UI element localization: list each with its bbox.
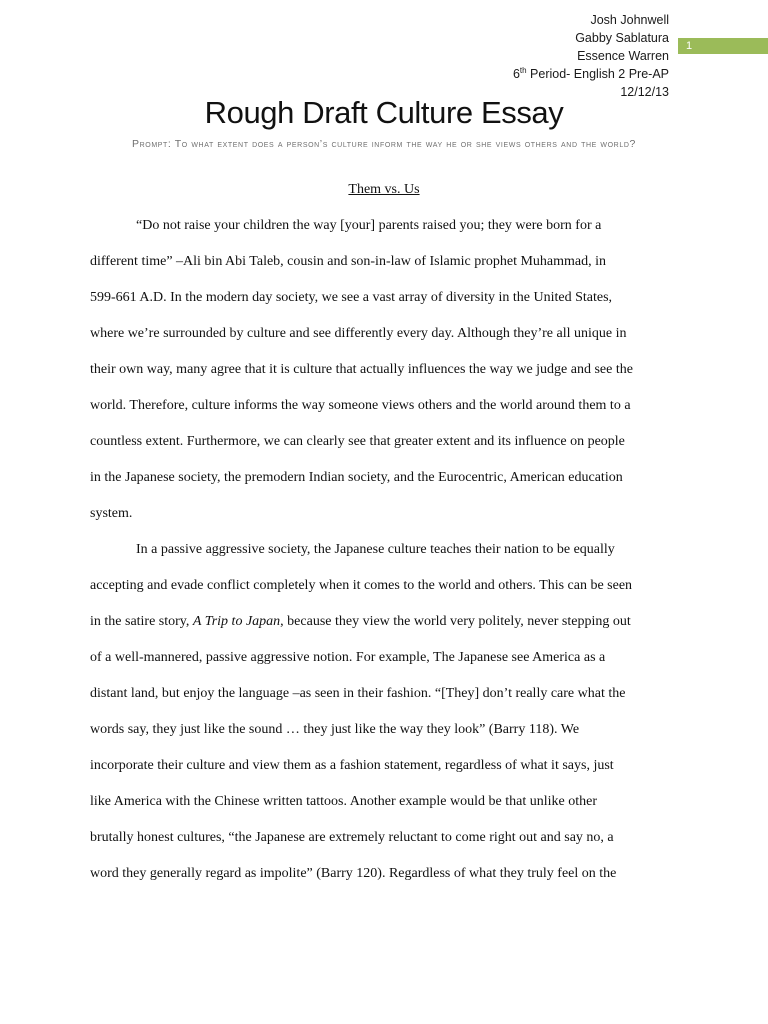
- text-line: [90, 611, 680, 647]
- essay-title: Rough Draft Culture Essay: [204, 95, 564, 130]
- header-date: 12/12/13: [620, 85, 669, 99]
- text-line: where we’re surrounded by culture and see differently every day. Although they’re all unique in: [90, 326, 627, 341]
- text-line: of a well-mannered, passive aggressive notion. For example, The Japanese see America as a: [90, 650, 606, 665]
- author-name: Gabby Sablatura: [575, 31, 669, 45]
- text-line: brutally honest cultures, “the Japanese are extremely reluctant to come right out and say no, a: [90, 830, 614, 845]
- paragraph: [90, 539, 680, 899]
- author-header: [513, 11, 669, 101]
- period-label: Period- English 2 Pre-AP: [526, 67, 669, 81]
- text-line: words say, they just like the sound … they just like the way they look” (Barry 118). We: [90, 722, 580, 737]
- page-number-badge: 1: [678, 38, 768, 54]
- text-line: word they generally regard as impolite” (Barry 120). Regardless of what they truly feel on the: [90, 866, 617, 881]
- text-line: 599-661 A.D. In the modern day society, we see a vast array of diversity in the United States,: [90, 290, 613, 305]
- author-name: Josh Johnwell: [590, 13, 669, 27]
- text-line: incorporate their culture and view them as a fashion statement, regardless of what it says, just: [90, 758, 614, 773]
- paragraph: [90, 215, 680, 539]
- text-line: accepting and evade conflict completely when it comes to the world and others. This can be seen: [90, 578, 633, 593]
- text-line: like America with the Chinese written tattoos. Another example would be that unlike other: [90, 794, 597, 809]
- period-suffix: th: [519, 65, 527, 75]
- text-line: In a passive aggressive society, the Japanese culture teaches their nation to be equally: [136, 542, 615, 557]
- essay-body: [90, 215, 680, 899]
- text-line: world. Therefore, culture informs the way someone views others and the world around them to a: [90, 398, 631, 413]
- text-line: different time” –Ali bin Abi Taleb, cousin and son-in-law of Islamic prophet Muhammad, in: [90, 254, 607, 269]
- text-line: “Do not raise your children the way [your] parents raised you; they were born for a: [136, 218, 602, 233]
- text-segment: , because they view the world very politely, never stepping out: [280, 614, 631, 629]
- essay-subtitle: Them vs. Us: [348, 182, 420, 197]
- text-line: system.: [90, 506, 133, 521]
- text-line: countless extent. Furthermore, we can clearly see that greater extent and its influence on people: [90, 434, 625, 449]
- text-line: in the Japanese society, the premodern Indian society, and the Eurocentric, American education: [90, 470, 623, 485]
- author-name: Essence Warren: [577, 49, 669, 63]
- story-title: A Trip to Japan: [192, 614, 281, 629]
- class-period: [513, 65, 669, 83]
- text-line: distant land, but enjoy the language –as seen in their fashion. “[They] don’t really care what the: [90, 686, 626, 701]
- period-number: 6: [512, 67, 520, 81]
- text-segment: in the satire story,: [90, 614, 193, 629]
- essay-prompt: Prompt: To what extent does a person’s culture inform the way he or she views others and the world?: [132, 138, 636, 150]
- text-line: their own way, many agree that it is culture that actually influences the way we judge and see the: [90, 362, 633, 377]
